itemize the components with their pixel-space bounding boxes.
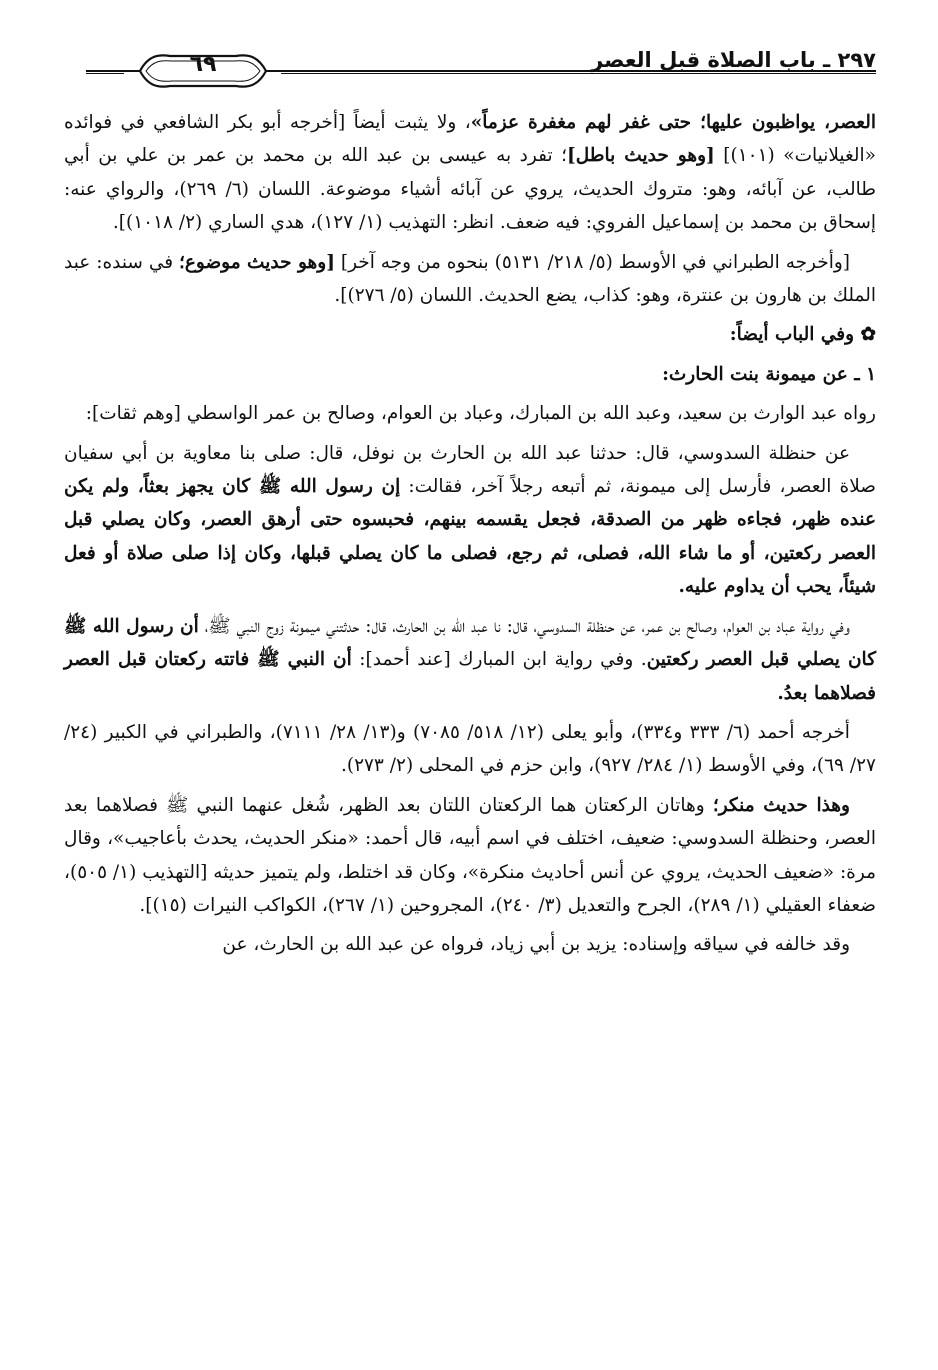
bold-text-run: وهذا حديث منكر؛ — [712, 794, 850, 816]
paragraph — [64, 246, 876, 313]
main-text — [64, 106, 876, 968]
text-run: في سنده: عبد الملك بن هارون بن عنترة، وهو: كذاب، يضع الحديث. اللسان (٥/ ٢٧٦)]. — [64, 251, 876, 307]
bold-text-run: العصر، يواظبون عليها؛ حتى غفر لهم مغفرة عزماً» — [470, 112, 876, 133]
text-run: ، ولا يثبت أيضاً [أخرجه أبو بكر الشافعي في فوائده «الغيلانيات» (١٠١)] — [64, 112, 876, 167]
paragraph — [64, 437, 876, 604]
text-run: ؛ تفرد به عيسى بن عبد الله بن محمد بن عمر بن علي بن أبي طالب، عن آبائه، وهو: متروك الحديث، يروي عن آبائه أشياء موضوعة. اللسان (٦/ ٢٦٩)، والرواي عنه: إسحاق بن محمد بن إسماعيل الفروي: فيه ضعف. انظر: التهذيب (١/ ١٢٧)، هدي الساري (٢/ ١٠١٨)]. — [64, 145, 876, 234]
paragraph — [64, 106, 876, 240]
running-header — [86, 40, 876, 100]
bold-text-run: أن النبي ﷺ فاتته ركعتان قبل العصر فصلاهما بعدُ. — [64, 649, 876, 704]
chapter-title: ٢٩٧ ـ باب الصلاة قبل العصر — [591, 48, 876, 72]
text-run: أخرجه أحمد (٦/ ٣٣٣ و٣٣٤)، وأبو يعلى (١٢/ ٥١٨/ ٧٠٨٥) و(١٣/ ٢٨/ ٧١١١)، والطبراني في الكبير (٢٤/ ٢٧/ ٦٩)، وفي الأوسط (١/ ٢٨٤/ ٩٢٧)، وابن حزم في المحلى (٢/ ٢٧٣). — [64, 721, 876, 777]
text-run: رواه عبد الوارث بن سعيد، وعبد الله بن المبارك، وعباد بن العوام، وصالح بن عمر الواسطي [وهم ثقات]: — [85, 403, 876, 425]
text-run: عن حنظلة السدوسي، قال: حدثنا عبد الله بن الحارث بن نوفل، قال: صلى بنا معاوية بن أبي سفيان صلاة العصر، فأرسل إلى ميمونة، ثم أتبعه رجلاً آخر، فقالت: — [64, 442, 876, 498]
text-run: وقد خالفه في سياقه وإسناده: يزيد بن أبي زياد، فرواه عن عبد الله بن الحارث، عن — [222, 934, 850, 956]
section-heading: ✿ وفي الباب أيضاً: — [729, 324, 876, 346]
text-run: وفي رواية عباد بن العوام، وصالح بن عمر، عن حنظلة السدوسي، قال: نا عبد الله بن الحارث، قال: حدثتني ميمونة زوج النبي ﷺ، — [198, 615, 850, 637]
bold-text-run: [وهو حديث باطل] — [566, 145, 715, 167]
subheading: ١ ـ عن ميمونة بنت الحارث: — [662, 363, 876, 385]
paragraphs-after-heading — [64, 397, 876, 962]
header-rule — [281, 70, 876, 72]
paragraph — [64, 928, 876, 961]
paragraph — [64, 397, 876, 430]
header-rule-thin — [281, 73, 876, 74]
paragraph — [64, 789, 876, 923]
paragraph — [64, 610, 876, 710]
bold-text-run: أن رسول الله ﷺ كان يصلي قبل العصر ركعتين — [64, 615, 876, 671]
text-run: . وفي رواية ابن المبارك [عند أحمد]: — [351, 649, 647, 671]
paragraph — [64, 716, 876, 783]
bold-text-run: [وهو حديث موضوع؛ — [178, 251, 335, 273]
page-number: ٦٩ — [189, 52, 217, 77]
text-run: [وأخرجه الطبراني في الأوسط (٥/ ٢١٨/ ٥١٣١) بنحوه من وجه آخر] — [334, 251, 850, 273]
bold-text-run: إن رسول الله ﷺ كان يجهز بعثاً، ولم يكن عنده ظهر، فجاءه ظهر من الصدقة، فجعل يقسمه بينهم، فحبسوه حتى أرهق العصر، وكان يصلي قبل العصر ركعتين، أو ما شاء الله، فصلى، ثم رجع، فصلى ما كان يصلي قبلها، وكان إذا صلى صلاة أو فعل شيئاً، يحب أن يداوم عليه. — [64, 476, 876, 598]
text-run: وهاتان الركعتان هما الركعتان اللتان بعد الظهر، شُغل عنهما النبي ﷺ فصلاهما بعد العصر، وحنظلة السدوسي: ضعيف، اختلف في اسم أبيه، قال أحمد: «منكر الحديث، يحدث بأعاجيب»، وقال مرة: «ضعيف الحديث، يروي عن أنس أحاديث منكرة»، وكان قد اختلط، ولم يتميز حديثه [التهذيب (١/ ٥٠٥)، ضعفاء العقيلي (١/ ٢٨٩)، الجرح والتعديل (٣/ ٢٤٠)، المجروحين (١/ ٢٦٧)، الكواكب النيرات (١٥)]. — [64, 794, 876, 916]
paragraphs-before-heading — [64, 106, 876, 312]
